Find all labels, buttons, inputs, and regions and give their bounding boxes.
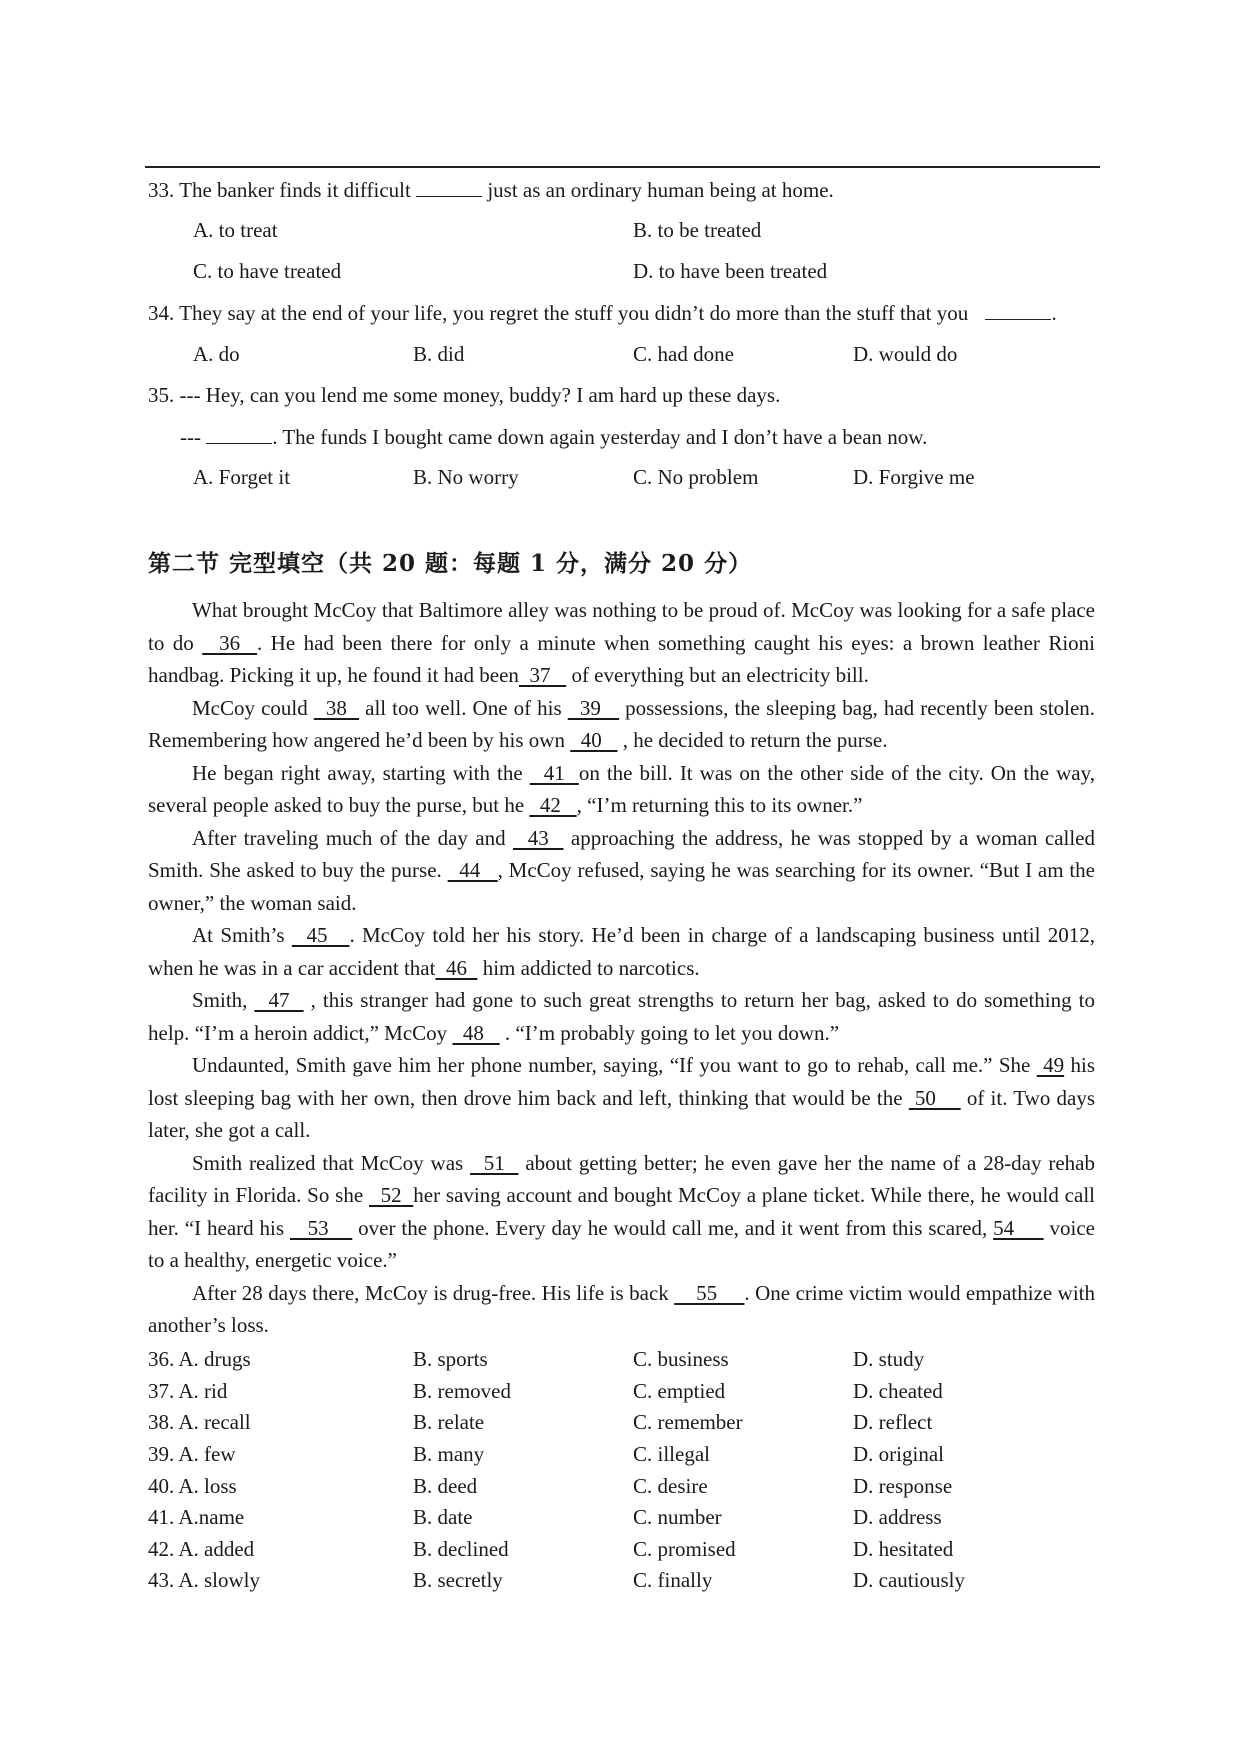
choice-39-a: 39. A. few <box>148 1442 236 1466</box>
answer-blank <box>985 299 1051 320</box>
choice-39-c: C. illegal <box>633 1442 710 1466</box>
choice-41-a: 41. A.name <box>148 1505 245 1529</box>
choice-43-a: 43. A. slowly <box>148 1568 261 1592</box>
option-d: D. would do <box>853 342 958 366</box>
choice-39-d: D. original <box>853 1442 944 1466</box>
choice-38-d: D. reflect <box>853 1410 933 1434</box>
answer-blank <box>206 423 272 444</box>
blank-51: 51 <box>470 1150 519 1175</box>
choice-37-d: D. cheated <box>853 1379 943 1403</box>
choice-40-d: D. response <box>853 1474 953 1498</box>
blank-40: 40 <box>570 728 618 752</box>
paragraph: Smith, 47 , this stranger had gone to such great strengths to return her bag, asked to do something to help. “I’m a heroin addict,” McCoy 48 . “I’m probably going to let you down.” <box>148 988 1095 1045</box>
blank-55: 55 <box>674 1280 745 1305</box>
blank-43: 43 <box>513 825 564 850</box>
choice-37-a: 37. A. rid <box>148 1379 228 1403</box>
choice-42-a: 42. A. added <box>148 1537 255 1561</box>
paragraph: After 28 days there, McCoy is drug-free. His life is back 55 . One crime victim would empathize with another’s loss. <box>148 1280 1096 1337</box>
blank-48: 48 <box>452 1020 500 1045</box>
blank-49: 49 <box>1036 1053 1065 1077</box>
question-35-response: --- . The funds I bought came down again yesterday and I don’t have a bean now. <box>180 425 928 449</box>
blank-42: 42 <box>529 793 577 817</box>
header-rule <box>145 166 1100 168</box>
blank-36: 36 <box>202 630 257 655</box>
option-d: D. to have been treated <box>633 259 828 283</box>
blank-47: 47 <box>254 988 304 1012</box>
option-a: A. Forget it <box>193 465 291 489</box>
option-a: A. do <box>193 342 240 366</box>
blank-37: 37 <box>518 663 567 687</box>
choice-37-c: C. emptied <box>633 1379 726 1403</box>
question-34: 34. They say at the end of your life, you regret the stuff you didn’t do more than the stuff that you . <box>148 301 1057 325</box>
blank-52: 52 <box>369 1183 414 1207</box>
choice-36-a: 36. A. drugs <box>148 1347 251 1371</box>
blank-50: 50 <box>908 1085 961 1110</box>
question-35-prompt: 35. --- Hey, can you lend me some money, buddy? I am hard up these days. <box>148 383 781 407</box>
option-b: B. did <box>413 342 465 366</box>
paragraph: After traveling much of the day and 43 approaching the address, he was stopped by a woman called Smith. She asked to buy the purse. 44 , McCoy refused, saying he was searching for its owner. “But I am the owner,” the woman said. <box>148 825 1096 915</box>
choice-38-a: 38. A. recall <box>148 1410 251 1434</box>
choice-43-c: C. finally <box>633 1568 713 1592</box>
blank-53: 53 <box>289 1215 353 1240</box>
paragraph: McCoy could 38 all too well. One of his 39 possessions, the sleeping bag, had recently been stolen. Remembering how angered he’d been by his own 40 , he decided to return the purse. <box>148 695 1096 752</box>
choice-42-c: C. promised <box>633 1537 736 1561</box>
option-c: C. No problem <box>633 465 759 489</box>
option-b: B. No worry <box>413 465 519 489</box>
choice-39-b: B. many <box>413 1442 485 1466</box>
option-c: C. to have treated <box>193 259 342 283</box>
choice-43-b: B. secretly <box>413 1568 503 1592</box>
choice-42-b: B. declined <box>413 1537 509 1561</box>
choice-41-c: C. number <box>633 1505 722 1529</box>
blank-39: 39 <box>567 695 620 720</box>
blank-46: 46 <box>435 955 478 980</box>
paragraph: At Smith’s 45 . McCoy told her his story. He’d been in charge of a landscaping business until 2012, when he was in a car accident that 46 him addicted to narcotics. <box>148 923 1096 980</box>
choice-38-b: B. relate <box>413 1410 485 1434</box>
question-33: 33. The banker finds it difficult just as an ordinary human being at home. <box>148 178 834 202</box>
blank-45: 45 <box>291 923 350 947</box>
answer-blank <box>416 176 482 197</box>
choice-43-d: D. cautiously <box>853 1568 965 1592</box>
option-c: C. had done <box>633 342 734 366</box>
choice-38-c: C. remember <box>633 1410 743 1434</box>
option-d: D. Forgive me <box>853 465 975 489</box>
blank-54: 54 <box>993 1215 1044 1240</box>
blank-38: 38 <box>313 695 360 720</box>
choice-41-d: D. address <box>853 1505 942 1529</box>
choice-40-b: B. deed <box>413 1474 478 1498</box>
section-heading: 第二节 完型填空（共 20 题：每题 1 分，满分 20 分） <box>148 550 753 577</box>
paragraph: Undaunted, Smith gave him her phone number, saying, “If you want to go to rehab, call me.” She 49 his lost sleeping bag with her own, then drove him back and left, thinking that would be the 50 of it. Two days later, she got a call. <box>148 1053 1096 1142</box>
blank-44: 44 <box>447 858 498 882</box>
choice-41-b: B. date <box>413 1505 473 1529</box>
option-b: B. to be treated <box>633 218 762 242</box>
paragraph: What brought McCoy that Baltimore alley was nothing to be proud of. McCoy was looking for a safe place to do 36 . He had been there for only a minute when something caught his eyes: a brown leather Rioni handbag. Picking it up, he found it had been 37 of everything but an electricity bill. <box>148 598 1095 687</box>
choice-40-a: 40. A. loss <box>148 1474 237 1498</box>
blank-41: 41 <box>529 760 579 785</box>
option-a: A. to treat <box>193 218 278 242</box>
choice-40-c: C. desire <box>633 1474 708 1498</box>
choice-36-b: B. sports <box>413 1347 488 1371</box>
choice-36-c: C. business <box>633 1347 729 1371</box>
paragraph: Smith realized that McCoy was 51 about getting better; he even gave her the name of a 28-day rehab facility in Florida. So she 52 her saving account and bought McCoy a plane ticket. While there, he would call her. “I heard his 53 over the phone. Every day he would call me, and it went from this scared, 54 voice to a healthy, energetic voice.” <box>148 1150 1096 1272</box>
choice-37-b: B. removed <box>413 1379 511 1403</box>
choice-42-d: D. hesitated <box>853 1537 954 1561</box>
cloze-passage <box>148 594 1095 1342</box>
paragraph: He began right away, starting with the 41 on the bill. It was on the other side of the city. On the way, several people asked to buy the purse, but he 42 , “I’m returning this to its owner.” <box>148 760 1095 817</box>
choice-36-d: D. study <box>853 1347 925 1371</box>
